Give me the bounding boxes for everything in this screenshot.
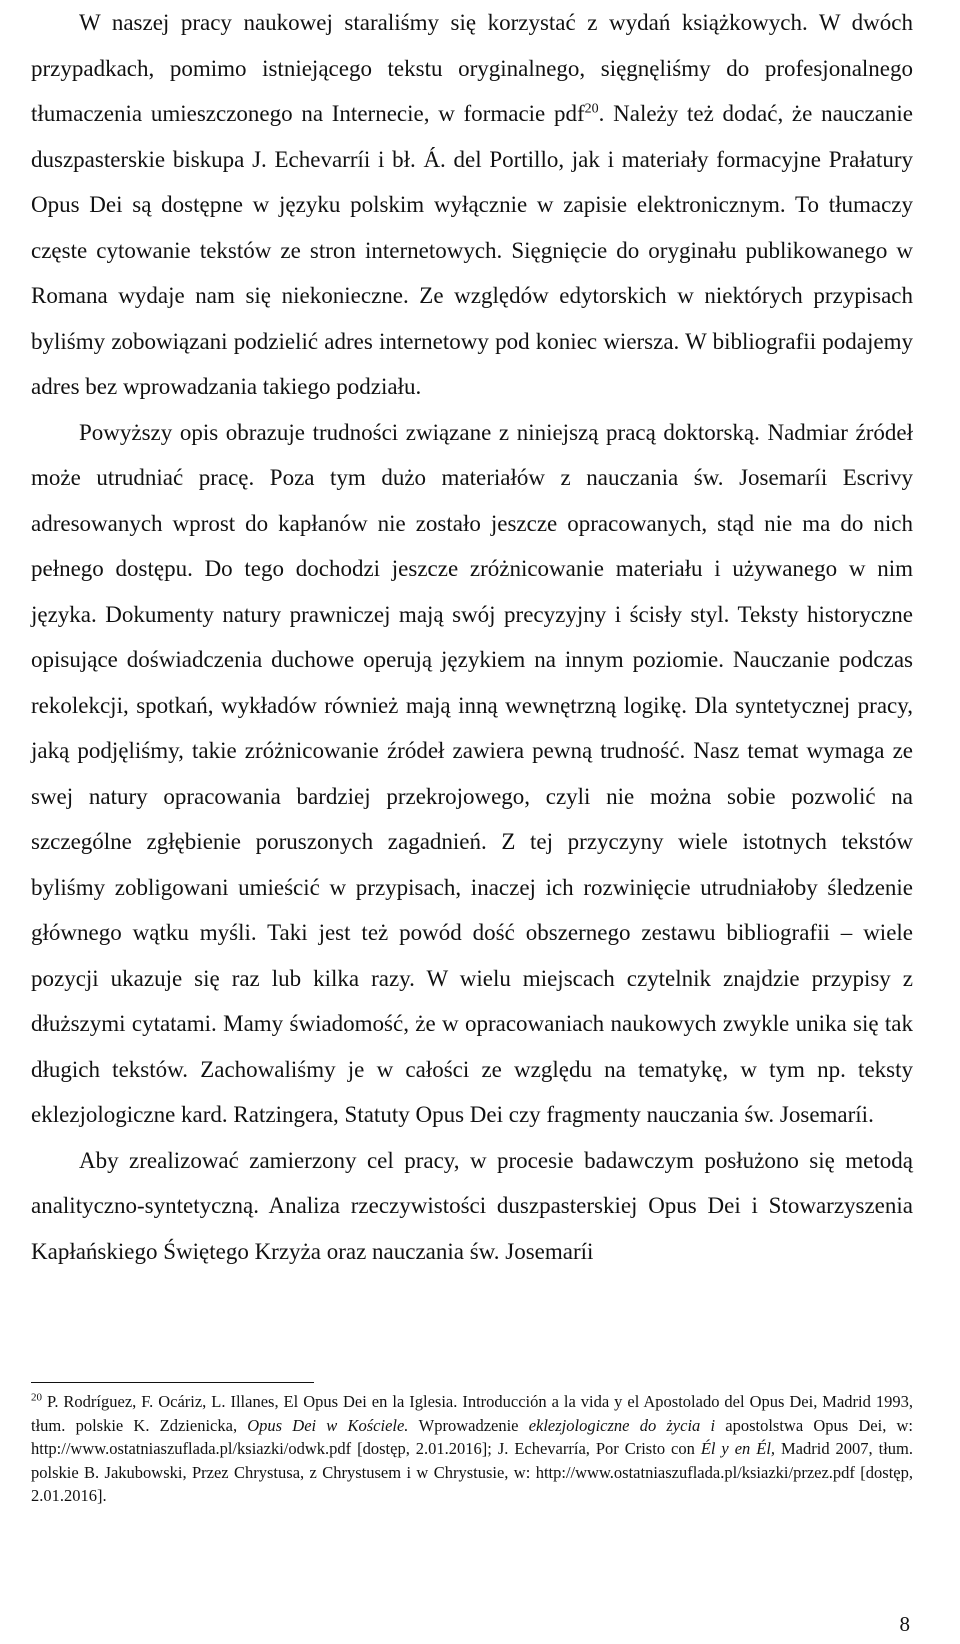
paragraph-sources — [31, 0, 913, 410]
paragraph-sources-text-a: W naszej pracy naukowej staraliśmy się korzystać z wydań książkowych. W dwóch przypadkach, pomimo istniejącego tekstu oryginalnego, sięgnęliśmy do profesjonalnego tłumaczenia umieszczonego na Internecie, w formacie pdf — [31, 10, 913, 126]
paragraph-method: Aby zrealizować zamierzony cel pracy, w procesie badawczym posłużono się metodą analityczno-syntetyczną. Analiza rzeczywistości duszpasterskiej Opus Dei i Stowarzyszenia Kapłańskiego Świętego Krzyża oraz nauczania św. Josemaríi — [31, 1147, 913, 1264]
footnote-text-c: apostolstwa Opus Dei, w: http://www.ostatniaszuflada.pl/ksiazki/odwk.pdf [dostęp, 2.01.2016]; J. Echevarría, Por Cristo con — [31, 1415, 914, 1459]
footnote-italic-c: Él y en Él, — [700, 1439, 776, 1459]
footnote-text-a: P. Rodríguez, F. Ocáriz, L. Illanes, El Opus Dei en la Iglesia. Introducción a la vida y el Apostolado del Opus Dei, Madrid 1993, tłum. polskie K. Zdzienicka, — [31, 1392, 913, 1435]
footnote-italic-a: Opus Dei w Kościele. — [247, 1415, 419, 1435]
page-number: 8 — [899, 1612, 910, 1636]
footnote-italic-b: eklezjologiczne do życia i — [528, 1415, 726, 1435]
footnote-text-b: Wprowadzenie — [418, 1415, 529, 1435]
footnote-text-d: Madrid 2007, tłum. polskie B. Jakubowski, Przez Chrystusa, z Chrystusem i w Chrystusie, w: http://www.ostatniaszuflada.pl/ksiazki/przez.pdf [dostęp, 2.01.2016]. — [31, 1439, 913, 1506]
footnote-reference[interactable]: 20 — [584, 101, 599, 117]
footnote-separator — [31, 1382, 314, 1383]
footnote-number: 20 — [31, 1391, 42, 1404]
paragraph-difficulties: Powyższy opis obrazuje trudności związane z niniejszą pracą doktorską. Nadmiar źródeł może utrudniać pracę. Poza tym dużo materiałów z nauczania św. Josemaríi Escrivy adresowanych wprost do kapłanów nie zostało jeszcze opracowanych, stąd nie ma do nich pełnego dostępu. Do tego dochodzi jeszcze zróżnicowanie materiału i używanego w nim języka. Dokumenty natury prawniczej mają swój precyzyjny i ścisły styl. Teksty historyczne opisujące doświadczenia duchowe operują językiem na innym poziomie. Nauczanie podczas rekolekcji, spotkań, wykładów również mają inną wewnętrzną logikę. Dla syntetycznej pracy, jaką podjęliśmy, takie zróżnicowanie źródeł zawiera pewną trudność. Nasz temat wymaga ze swej natury opracowania bardziej przekrojowego, czyli nie można sobie pozwolić na szczególne zgłębienie poruszonych zagadnień. Z tej przyczyny wiele istotnych tekstów byliśmy zobligowani umieścić w przypisach, inaczej ich rozwinięcie utrudniałoby śledzenie głównego wątku myśli. Taki jest też powód dość obszernego zestawu bibliografii – wiele pozycji ukazuje się raz lub kilka razy. W wielu miejscach czytelnik znajdzie przypisy z dłuższymi cytatami. Mamy świadomość, że w opracowaniach naukowych zwykle unika się tak długich tekstów. Zachowaliśmy je w całości ze względu na tematykę, w tym np. teksty eklezjologiczne kard. Ratzingera, Statuty Opus Dei czy fragmenty nauczania św. Josemaríi. — [31, 419, 913, 1127]
footnote — [31, 1390, 913, 1508]
page-body — [31, 0, 913, 1274]
paragraph-sources-text-b: . Należy też dodać, że nauczanie duszpasterskie biskupa J. Echevarríi i bł. Á. del Portillo, jak i materiały formacyjne Prałatury Opus Dei są dostępne w języku polskim wyłącznie w zapisie elektronicznym. To tłumaczy częste cytowanie tekstów ze stron internetowych. Sięgnięcie do oryginału publikowanego w Romana wydaje nam się niekonieczne. Ze względów edytorskich w niektórych przypisach byliśmy zobowiązani podzielić adres internetowy pod koniec wiersza. W bibliografii podajemy adres bez wprowadzania takiego podziału. — [31, 101, 914, 399]
